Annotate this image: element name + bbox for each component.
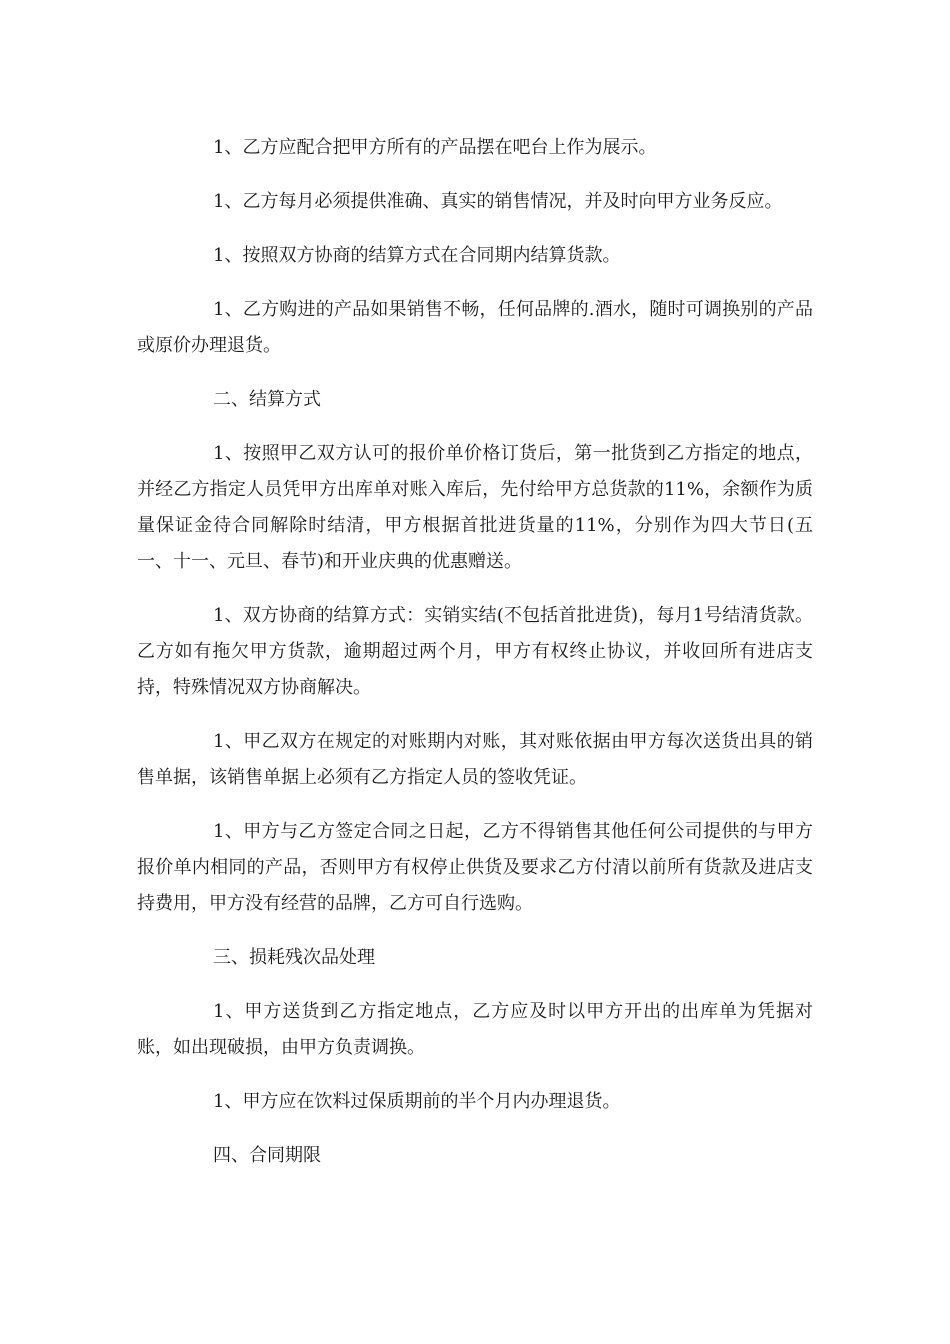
section-heading-settlement: 二、结算方式: [213, 389, 321, 410]
section-heading-damage: 三、损耗残次品处理: [213, 947, 375, 968]
clause-paragraph: 1、按照双方协商的结算方式在合同期内结算货款。: [213, 245, 621, 266]
clause-paragraph: 1、乙方购进的产品如果销售不畅，任何品牌的.酒水，随时可调换别的产品或原价办理退货。: [137, 299, 813, 356]
clause-paragraph: 1、按照甲乙双方认可的报价单价格订货后，第一批货到乙方指定的地点，并经乙方指定人员凭甲方出库单对账入库后，先付给甲方总货款的11%，余额作为质量保证金待合同解除时结清，甲方根据首批进货量的11%，分别作为四大节日(五一、十一、元旦、春节)和开业庆典的优惠赠送。: [137, 443, 813, 572]
section-heading-term: 四、合同期限: [213, 1145, 321, 1166]
clause-paragraph: 1、甲方送货到乙方指定地点，乙方应及时以甲方开出的出库单为凭据对账，如出现破损，由甲方负责调换。: [137, 1001, 813, 1058]
clause-paragraph: 1、乙方每月必须提供准确、真实的销售情况，并及时向甲方业务反应。: [213, 191, 783, 212]
clause-paragraph: 1、乙方应配合把甲方所有的产品摆在吧台上作为展示。: [213, 137, 657, 158]
clause-paragraph: 1、甲方应在饮料过保质期前的半个月内办理退货。: [213, 1091, 621, 1112]
clause-paragraph: 1、双方协商的结算方式：实销实结(不包括首批进货)，每月1号结清货款。乙方如有拖欠甲方货款，逾期超过两个月，甲方有权终止协议，并收回所有进店支持，特殊情况双方协商解决。: [137, 605, 813, 698]
clause-paragraph: 1、甲方与乙方签定合同之日起，乙方不得销售其他任何公司提供的与甲方报价单内相同的产品，否则甲方有权停止供货及要求乙方付清以前所有货款及进店支持费用，甲方没有经营的品牌，乙方可自行选购。: [137, 821, 813, 914]
document-body: [137, 130, 813, 1192]
clause-paragraph: 1、甲乙双方在规定的对账期内对账，其对账依据由甲方每次送货出具的销售单据，该销售单据上必须有乙方指定人员的签收凭证。: [137, 731, 813, 788]
